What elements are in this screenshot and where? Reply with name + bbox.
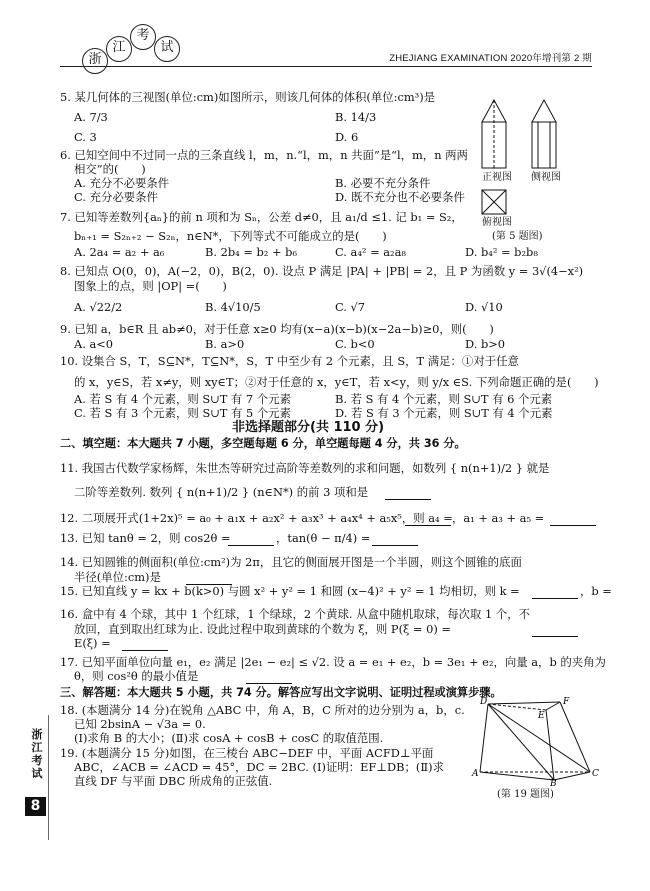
fig5-three-views	[480, 96, 585, 231]
fig19-label-e: E	[538, 711, 545, 721]
q15-blank-1	[532, 588, 578, 599]
q7-stem-1: 7. 已知等差数列{aₙ}的前 n 项和为 Sₙ，公差 d≠0，且 a₁/d ≤1. 记 b₁ = S₂，	[60, 210, 463, 224]
page-number: 8	[25, 797, 46, 816]
fig5-side-label: 侧视图	[531, 172, 561, 183]
q12-stem-2: ，a₁ + a₃ + a₅ =	[452, 511, 545, 525]
q6-opt-b: B. 必要不充分条件	[335, 176, 431, 190]
q14-stem-1: 14. 已知圆锥的侧面积(单位:cm²)为 2π，且它的侧面展开图是一个半圆，则这个圆锥的底面	[60, 555, 522, 569]
section2-heading: 二、填空题：本大题共 7 小题，多空题每题 6 分，单空题每题 4 分，共 36 分。	[60, 437, 466, 450]
q9-opt-c: C. b<0	[335, 337, 375, 351]
q5-opt-d: D. 6	[335, 130, 359, 144]
q8-stem-2: 图象上的点，则 |OP| =( )	[74, 279, 227, 293]
q17-stem-2: θ，则 cos²θ 的最小值是	[74, 669, 199, 683]
q16-blank-2	[122, 640, 168, 651]
q19-stem-3: 直线 DF 与平面 DBC 所成角的正弦值.	[74, 774, 273, 788]
q8-stem-1: 8. 已知点 O(0，0)，A(−2，0)，B(2，0). 设点 P 满足 |PA| + |PB| = 2，且 P 为函数 y = 3√(4−x²)	[60, 264, 584, 278]
fig19-label-d: D	[480, 697, 488, 707]
q8-opt-a: A. √22/2	[74, 300, 123, 314]
fig5-caption: (第 5 题图)	[492, 231, 543, 242]
q13-stem-2: ，tan(θ − π/4) =	[276, 531, 371, 545]
q7-opt-d: D. b₄² = b₂b₈	[465, 245, 538, 259]
side-label: 浙江考试	[31, 728, 43, 780]
journal-header: ZHEJIANG EXAMINATION 2020年增刊第 2 期	[389, 53, 592, 64]
fig19-label-a: A	[472, 769, 479, 779]
fig19-frustum	[472, 696, 600, 789]
q8-opt-d: D. √10	[465, 300, 503, 314]
q6-opt-d: D. 既不充分也不必要条件	[335, 190, 465, 204]
q10-stem-2: 的 x，y∈S，若 x≠y，则 xy∈T；②对于任意的 x，y∈T，若 x<y，则 y/x ∈S. 下列命题正确的是( )	[74, 375, 599, 389]
q18-stem-1: 18. (本题满分 14 分)在锐角 △ABC 中，角 A，B，C 所对的边分别为 a，b，c.	[60, 703, 465, 717]
q9-stem: 9. 已知 a，b∈R 且 ab≠0，对于任意 x≥0 均有(x−a)(x−b)(x−2a−b)≥0，则( )	[60, 322, 494, 336]
q5-opt-c: C. 3	[74, 130, 97, 144]
q9-opt-a: A. a<0	[74, 337, 114, 351]
q11-answer-blank	[385, 489, 431, 500]
q16-stem-1: 16. 盒中有 4 个球，其中 1 个红球，1 个绿球，2 个黄球. 从盒中随机取球，每次取 1 个，不	[60, 607, 531, 621]
fig5-top-label: 俯视图	[482, 217, 512, 228]
q18-parts: (Ⅰ)求角 B 的大小；(Ⅱ)求 cosA + cosB + cosC 的取值范围.	[74, 731, 384, 745]
q13-stem: 13. 已知 tanθ = 2，则 cos2θ =	[60, 531, 231, 545]
q5-stem: 5. 某几何体的三视图(单位:cm)如图所示，则该几何体的体积(单位:cm³)是	[60, 90, 436, 104]
q16-stem-2: 放回，直到取出红球为止. 设此过程中取到黄球的个数为 ξ，则 P(ξ = 0) =	[74, 622, 451, 636]
fig19-label-f: F	[563, 697, 570, 707]
fig19-caption: (第 19 题图)	[497, 789, 554, 800]
q9-opt-d: D. b>0	[465, 337, 506, 351]
q8-opt-c: C. √7	[335, 300, 366, 314]
q10-opt-a: A. 若 S 有 4 个元素，则 S∪T 有 7 个元素	[74, 392, 291, 406]
q7-opt-a: A. 2a₄ = a₂ + a₆	[74, 245, 165, 259]
q17-stem-1: 17. 已知平面单位向量 e₁，e₂ 满足 |2e₁ − e₂| ≤ √2. 设 a = e₁ + e₂，b = 3e₁ + e₂，向量 a，b 的夹角为	[60, 655, 606, 669]
q10-opt-d: D. 若 S 有 3 个元素，则 S∪T 有 4 个元素	[335, 406, 553, 420]
q16-blank-1	[532, 626, 578, 637]
q12-stem: 12. 二项展开式(1+2x)⁵ = a₀ + a₁x + a₂x² + a₃x³ + a₄x⁴ + a₅x⁵，则 a₄ =	[60, 511, 453, 525]
q8-opt-b: B. 4√10/5	[205, 300, 261, 314]
q12-blank-2	[550, 515, 596, 526]
q16-stem-3: E(ξ) =	[74, 636, 111, 650]
seal-char-1: 浙	[82, 48, 108, 74]
seal-char-2: 江	[106, 36, 132, 62]
q6-opt-c: C. 充分必要条件	[74, 190, 158, 204]
q14-stem-2: 半径(单位:cm)是	[74, 570, 161, 584]
q6-stem-1: 6. 已知空间中不过同一点的三条直线 l，m，n.“l，m，n 共面”是“l，m，n 两两	[60, 148, 468, 162]
q15-stem-2: ，b =	[580, 584, 612, 598]
q17-blank	[246, 673, 292, 684]
nonchoice-section-title: 非选择题部分(共 110 分)	[232, 420, 385, 435]
q13-blank-1	[228, 535, 274, 546]
q10-opt-c: C. 若 S 有 3 个元素，则 S∪T 有 5 个元素	[74, 406, 292, 420]
header-rule	[60, 66, 592, 67]
q5-opt-b: B. 14/3	[335, 110, 377, 124]
q13-blank-2	[372, 535, 418, 546]
q7-opt-c: C. a₄² = a₂a₈	[335, 245, 406, 259]
q7-opt-b: B. 2b₄ = b₂ + b₆	[205, 245, 298, 259]
section3-heading: 三、解答题：本大题共 5 小题，共 74 分。解答应写出文字说明、证明过程或演算步骤。	[60, 686, 502, 699]
q19-stem-1: 19. (本题满分 15 分)如图，在三棱台 ABC−DEF 中，平面 ACFD⊥平面	[60, 746, 434, 760]
q12-blank-1	[405, 515, 451, 526]
seal-char-4: 试	[154, 36, 180, 62]
q15-stem: 15. 已知直线 y = kx + b(k>0) 与圆 x² + y² = 1 和圆 (x−4)² + y² = 1 均相切，则 k =	[60, 584, 520, 598]
fig19-label-c: C	[592, 769, 599, 779]
q6-opt-a: A. 充分不必要条件	[74, 176, 170, 190]
q11-stem-1: 11. 我国古代数学家杨辉，朱世杰等研究过高阶等差数列的求和问题，如数列 { n(n+1)/2 } 就是	[60, 461, 550, 475]
q5-opt-a: A. 7/3	[74, 110, 108, 124]
seal-char-3: 考	[130, 24, 156, 50]
q10-opt-b: B. 若 S 有 4 个元素，则 S∪T 有 6 个元素	[335, 392, 553, 406]
q10-stem-1: 10. 设集合 S，T，S⊆N*，T⊆N*，S，T 中至少有 2 个元素，且 S，T 满足：①对于任意	[60, 354, 519, 368]
q19-stem-2: ABC，∠ACB = ∠ACD = 45°，DC = 2BC. (Ⅰ)证明：EF⊥DB；(Ⅱ)求	[74, 760, 444, 774]
q6-stem-2: 相交”的( )	[74, 162, 146, 176]
q7-stem-2: bₙ₊₁ = S₂ₙ₊₂ − S₂ₙ，n∈N*，下列等式不可能成立的是( )	[74, 229, 387, 243]
fig19-label-b: B	[550, 779, 557, 789]
q9-opt-b: B. a>0	[205, 337, 245, 351]
q18-stem-2: 已知 2bsinA − √3a = 0.	[74, 717, 206, 731]
fig5-front-label: 正视图	[482, 172, 512, 183]
q11-stem-2: 二阶等差数列. 数列 { n(n+1)/2 } (n∈N*) 的前 3 项和是	[74, 485, 369, 499]
